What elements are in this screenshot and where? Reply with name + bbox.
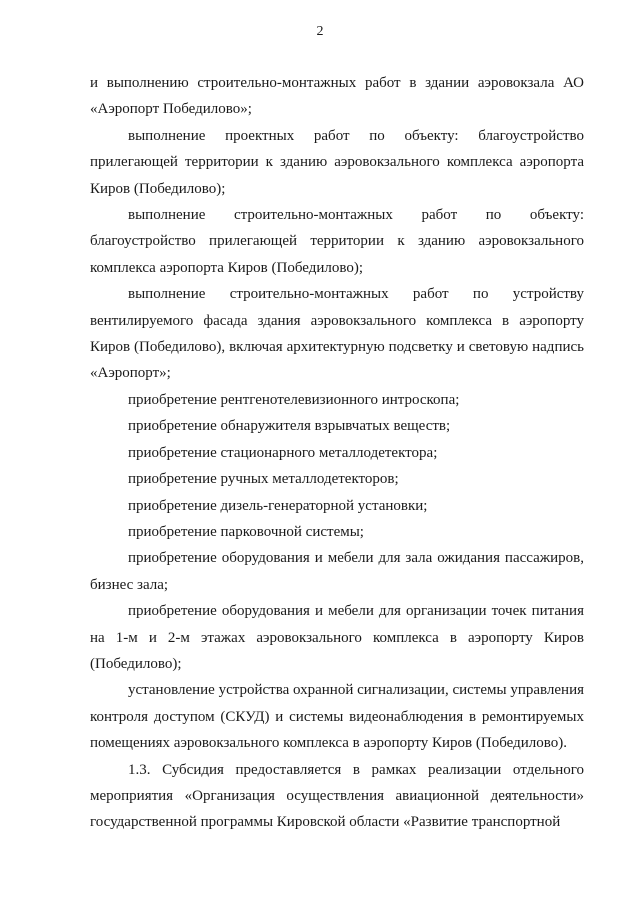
- paragraph-security-systems: установление устройства охранной сигнализации, системы управления контроля доступом (СКУД) и системы видеонаблюдения в ремонтируемых помещениях аэровокзального комплекса в аэропорту Киров (Победилово).: [90, 682, 584, 752]
- paragraph-diesel-generator: приобретение дизель-генераторной установки;: [128, 497, 428, 514]
- paragraph-waiting-hall-furniture: приобретение оборудования и мебели для зала ожидания пассажиров, бизнес зала;: [90, 550, 584, 593]
- page-number: 2: [316, 24, 324, 39]
- paragraph-construction-landscaping: выполнение строительно-монтажных работ по объекту: благоустройство прилегающей территории к зданию аэровокзального комплекса аэропорта Киров (Победилово);: [90, 207, 584, 276]
- paragraph-xray-introscope: приобретение рентгенотелевизионного интроскопа;: [128, 391, 460, 408]
- paragraph-section-1-3: 1.3. Субсидия предоставляется в рамках реализации отдельного мероприятия «Организация осуществления авиационной деятельности» государственной программы Кировской области «Развитие транспортной: [90, 761, 584, 831]
- paragraph-stationary-metal-detector: приобретение стационарного металлодетектора;: [128, 444, 438, 461]
- paragraph-explosives-detector: приобретение обнаружителя взрывчатых веществ;: [128, 418, 451, 435]
- paragraph-facade-works: выполнение строительно-монтажных работ по устройству вентилируемого фасада здания аэровокзального комплекса в аэропорту Киров (Победилово), включая архитектурную подсветку и световую надпись «Аэропорт»;: [90, 286, 584, 382]
- paragraph-handheld-metal-detectors: приобретение ручных металлодетекторов;: [128, 471, 399, 488]
- paragraph-catering-furniture: приобретение оборудования и мебели для организации точек питания на 1-м и 2-м этажах аэровокзального комплекса в аэропорту Киров (Победилово);: [90, 603, 584, 672]
- paragraph-continuation: и выполнению строительно-монтажных работ в здании аэровокзала АО «Аэропорт Победилово»;: [90, 75, 584, 118]
- document-body: [90, 70, 584, 836]
- paragraph-design-works: выполнение проектных работ по объекту: благоустройство прилегающей территории к зданию аэровокзального комплекса аэропорта Киров (Победилово);: [90, 127, 584, 197]
- paragraph-parking-system: приобретение парковочной системы;: [128, 523, 364, 540]
